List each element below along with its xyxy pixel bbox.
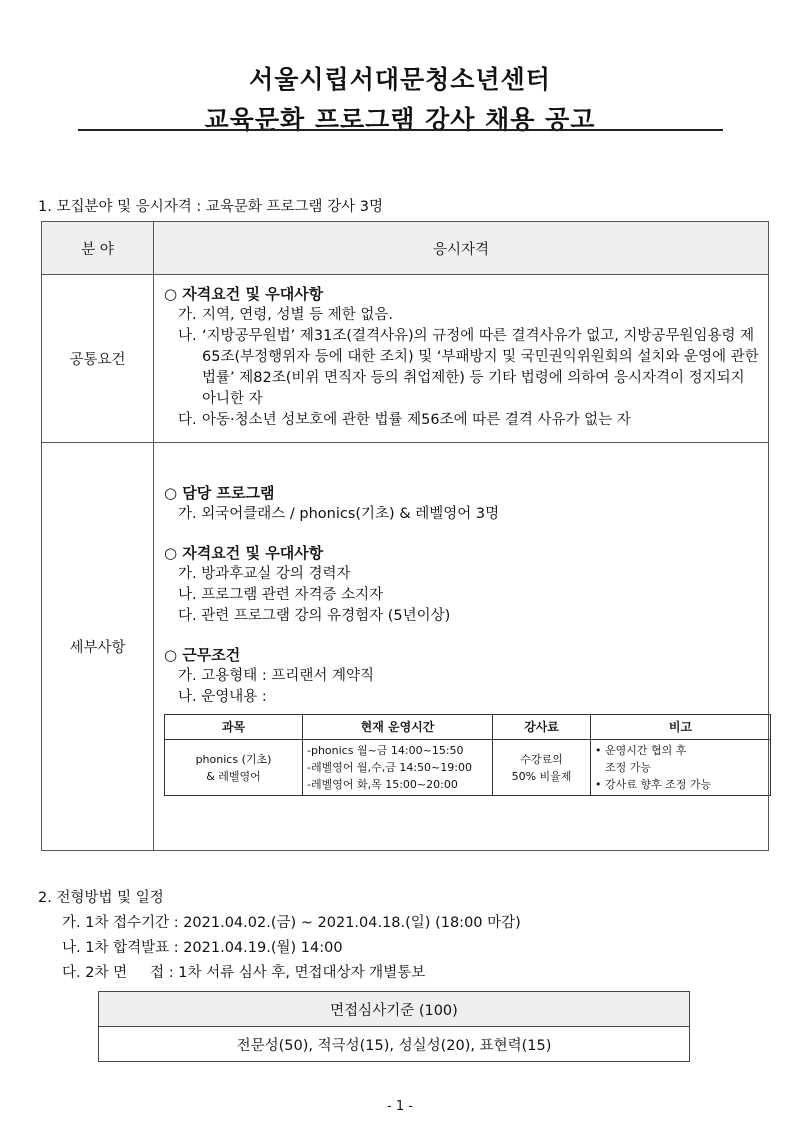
list-item: 나. 운영내용 : <box>178 689 267 705</box>
notes-line: • 강사료 향후 조정 가능 <box>595 778 712 791</box>
title-underline <box>78 129 723 131</box>
section2-heading: 2. 전형방법 및 일정 <box>38 890 164 906</box>
fee-line: 수강료의 <box>520 752 563 766</box>
page-number: - 1 - <box>387 1099 413 1114</box>
detail-category: 세부사항 <box>42 443 154 851</box>
qualification-table-header <box>42 222 769 275</box>
list-marker: 가. <box>178 307 197 323</box>
time-line: -레벨영어 화,목 15:00~20:00 <box>307 778 458 791</box>
list-marker: 나. <box>178 328 197 344</box>
list-item: 나. 프로그램 관련 자격증 소지자 <box>178 587 384 603</box>
schedule-table <box>164 714 771 796</box>
common-subtitle: ○ 자격요건 및 우대사항 <box>164 285 324 303</box>
notes-line: • 운영시간 협의 후 <box>595 744 687 757</box>
conditions-subtitle: ○ 근무조건 <box>164 646 241 664</box>
detail-row <box>42 443 769 851</box>
header-fee: 강사료 <box>493 715 591 740</box>
header-category: 분 야 <box>42 222 154 275</box>
section1-heading: 1. 모집분야 및 응시자격 : 교육문화 프로그램 강사 3명 <box>38 199 383 215</box>
title-line-2: 교육문화 프로그램 강사 채용 공고 <box>204 105 596 134</box>
schedule-item: 다. 2차 면 접 : 1차 서류 심사 후, 면접대상자 개별통보 <box>62 965 426 981</box>
common-row <box>42 275 769 443</box>
fee-cell <box>493 740 591 796</box>
schedule-row <box>165 740 771 796</box>
criteria-body: 전문성(50), 적극성(15), 성실성(20), 표현력(15) <box>99 1027 690 1062</box>
list-text: 지역, 연령, 성별 등 제한 없음. <box>202 307 393 323</box>
list-item: 가. 고용형태 : 프리랜서 계약직 <box>178 668 375 684</box>
qualification-subtitle: ○ 자격요건 및 우대사항 <box>164 544 324 562</box>
notes-line: 조정 가능 <box>605 761 652 774</box>
list-item <box>164 326 760 410</box>
subject-line: phonics (기초) <box>195 752 272 766</box>
header-qualification: 응시자격 <box>154 222 769 275</box>
list-item <box>164 305 760 326</box>
interview-criteria-table <box>98 991 690 1062</box>
time-line: -phonics 월~금 14:00~15:50 <box>307 744 464 757</box>
detail-content <box>154 443 769 851</box>
schedule-item: 가. 1차 접수기간 : 2021.04.02.(금) ~ 2021.04.18.(일) (18:00 마감) <box>62 915 521 931</box>
subject-line: & 레벨영어 <box>206 769 261 783</box>
title-line-1: 서울시립서대문청소년센터 <box>249 65 551 94</box>
list-marker: 다. <box>178 412 197 428</box>
qualification-table <box>41 221 769 851</box>
common-content <box>154 275 769 443</box>
list-text: ‘지방공무원법’ 제31조(결격사유)의 규정에 따른 결격사유가 없고, 지방공무원임용령 제65조(부정행위자 등에 대한 조치) 및 ‘부패방지 및 국민권익위원회의 설치와 운영에 관한 법률’ 제82조(비위 면직자 등의 취업제한) 등 기타 법령에 의하여 응시자격이 정지되지 아니한 자 <box>202 328 759 407</box>
list-text: 아동·청소년 성보호에 관한 법률 제56조에 따른 결격 사유가 없는 자 <box>202 412 631 428</box>
list-item: 다. 관련 프로그램 강의 유경험자 (5년이상) <box>178 608 451 624</box>
time-line: -레벨영어 월,수,금 14:50~19:00 <box>307 761 472 774</box>
list-item: 가. 방과후교실 강의 경력자 <box>178 566 351 582</box>
common-category: 공통요건 <box>42 275 154 443</box>
fee-line: 50% 비율제 <box>511 769 572 783</box>
schedule-table-header <box>165 715 771 740</box>
list-item <box>164 410 760 431</box>
subject-cell <box>165 740 303 796</box>
header-notes: 비고 <box>591 715 771 740</box>
criteria-header: 면접심사기준 (100) <box>99 992 690 1027</box>
schedule-item: 나. 1차 합격발표 : 2021.04.19.(월) 14:00 <box>62 940 343 956</box>
list-item: 가. 외국어클래스 / phonics(기초) & 레벨영어 3명 <box>178 506 500 522</box>
program-subtitle: ○ 담당 프로그램 <box>164 484 275 502</box>
time-cell <box>303 740 493 796</box>
header-subject: 과목 <box>165 715 303 740</box>
header-time: 현재 운영시간 <box>303 715 493 740</box>
notes-cell <box>591 740 771 796</box>
